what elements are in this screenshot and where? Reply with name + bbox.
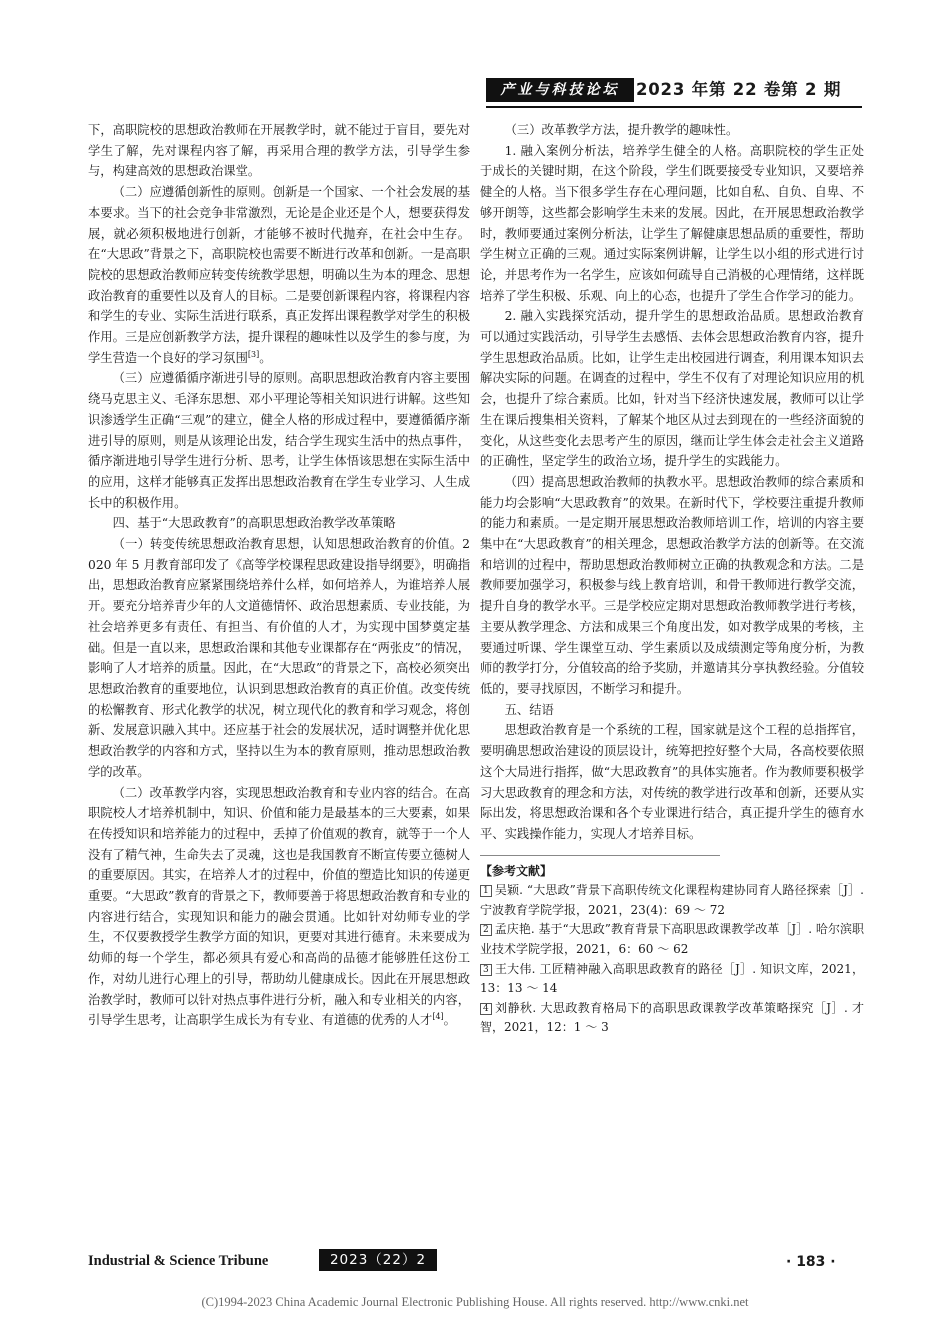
reference-number: 1 (480, 885, 492, 897)
paragraph: （一）转变传统思想政治教育思想，认知思想政治教育的价值。2020 年 5 月教育部印发了《高等学校课程思政建设指导纲要》，明确指出，思想政治教育应紧紧围绕培养什么样，如何培养人，为谁培养人展开。要充分培养青少年的人文道德情怀、政治思想素质、专业技能，为社会培养更多有责任、有担当、有价值的人才，为实现中国梦奠定基础。但是一直以来，思想政治课和其他专业课都存在“两张皮”的情况，影响了人才培养的质量。因此，在“大思政”的背景之下，高校必须突出思想政治教育的重要地位，认识到思想政治教育的真正价值。改变传统的松懈教育、形式化教学的状况，树立现代化的教育和学习观念，将创新、发展意识融入其中。还应基于社会的发展状况，适时调整并优化思想政治教学的内容和方式，坚持以生为本的教育原则，推动思想政治教学的改革。 (88, 537, 470, 779)
paragraph: 2. 融入实践探究活动，提升学生的思想政治品质。思想政治教育可以通过实践活动，引导学生去感悟、去体会思想政治教育内容，提升学生思想政治品质。比如，让学生走出校园进行调查，利用课本知识去解决实际的问题。在调查的过程中，学生不仅有了对理论知识应用的机会，也提升了综合素质。比如，针对当下经济快速发展，教师可以让学生在课后搜集相关资料，了解某个地区从过去到现在的一些经济面貌的变化，从这些变化去思考产生的原因，继而让学生体会走社会主义道路的正确性，坚定学生的政治立场，提升学生的实践能力。 (480, 309, 864, 469)
references (480, 855, 864, 1038)
reference-number: 4 (480, 1003, 492, 1015)
reference-number: 3 (480, 964, 492, 976)
reference-item: 2 孟庆艳. 基于“大思政”教育背景下高职思政课教学改革［J］. 哈尔滨职业技术学院学报，2021，6：60 ～ 62 (480, 922, 864, 956)
citation: [4] (432, 1012, 444, 1022)
section-heading: 五、结语 (504, 702, 554, 717)
references-rule (480, 855, 720, 856)
reference-number: 2 (480, 924, 492, 936)
paragraph: 思想政治教育是一个系统的工程，国家就是这个工程的总指挥官，要明确思想政治建设的顶层设计，统筹把控好整个大局，各高校要依照这个大局进行指挥，做“大思政教育”的具体实施者。作为教师要积极学习大思政教育的理念和方法，对传统的教学进行改革和创新，还要从实际出发，将思想政治课和各个专业课进行结合，真正提升学生的德育水平、实践操作能力，实现人才培养目标。 (480, 723, 864, 841)
paragraph: （二）应遵循创新性的原则。创新是一个国家、一个社会发展的基本要求。当下的社会竞争非常激烈，无论是企业还是个人，想要获得发展，就必须积极地进行创新，才能够不被时代抛弃，在社会中生存。在“大思政”背景之下，高职院校也需要不断进行改革和创新。一是高职院校的思想政治教师应转变传统教学思想，明确以生为本的理念、思想政治教育的重要性以及育人的目标。二是要创新课程内容，将课程内容和学生的专业、实际生活进行联系，真正发挥出课程教学对学生的积极作用。三是应创新教学方法，提升课程的趣味性以及学生的参与度，为学生营造一个良好的学习氛围[3]。 (88, 185, 470, 365)
reference-item: 3 王大伟. 工匠精神融入高职思政教育的路径［J］. 知识文库，2021，13：13 ～ 14 (480, 961, 864, 996)
paragraph: 1. 融入案例分析法，培养学生健全的人格。高职院校的学生正处于成长的关键时期，在这个阶段，学生们既要接受专业知识，又要培养健全的人格。当下很多学生存在心理问题，比如自私、自负、自卑、不够开朗等，这些都会影响学生未来的发展。因此，在开展思想政治教学时，教师要通过案例分析法，让学生了解健康思想品质的重要性，帮助学生树立正确的三观。通过实际案例讲解，让学生以小组的形式进行讨论，并思考作为一名学生，应该如何疏导自己消极的心理情绪，这样既培养了学生积极、乐观、向上的心态，也提升了学生合作学习的能力。 (480, 143, 864, 303)
journal-name-cn: 产业与科技论坛 (486, 78, 634, 102)
paragraph: 下，高职院校的思想政治教师在开展教学时，就不能过于盲目，要先对学生了解，先对课程内容了解，再采用合理的教学方法，引导学生参与，构建高效的思想政治课堂。 (88, 123, 470, 179)
references-title: 【参考文献】 (480, 863, 553, 878)
section-heading: 四、基于“大思政教育”的高职思想政治教学改革策略 (112, 516, 396, 531)
left-column (88, 120, 470, 1031)
page-number: · 183 · (786, 1254, 836, 1270)
footer-issue: 2023（22）2 (319, 1249, 437, 1271)
reference-item: 1 吴颖. “大思政”背景下高职传统文化课程构建协同育人路径探索［J］. 宁波教育学院学报，2021，23(4)：69 ～ 72 (480, 883, 864, 917)
citation: [3] (247, 349, 260, 359)
journal-name-en: Industrial & Science Tribune (88, 1253, 269, 1269)
paragraph: （三）改革教学方法，提升教学的趣味性。 (504, 123, 739, 137)
paragraph: （三）应遵循循序渐进引导的原则。高职思想政治教育内容主要围绕马克思主义、毛泽东思想、邓小平理论等相关知识进行讲解。这些知识渗透学生正确“三观”的建立，健全人格的形成过程中，要遵循循序渐进引导的原则，则是从该理论出发，结合学生现实生活中的热点事件，循序渐进地引导学生进行分析、思考，让学生体悟该思想在实际生活中的应用，这样才能够真正发挥出思想政治教育在学生专业学习、人生成长中的积极作用。 (88, 371, 470, 510)
header-rule (486, 106, 862, 108)
issue-info: 2023 年第 22 卷第 2 期 (636, 80, 842, 99)
paragraph: （二）改革教学内容，实现思想政治教育和专业内容的结合。在高职院校人才培养机制中，知识、价值和能力是最基本的三大要素，如果在传授知识和培养能力的过程中，丢掉了价值观的教育，就等于一个人没有了精气神，生命失去了灵魂，这也是我国教育不断宣传要立德树人的重要原因。其实，在培养人才的过程中，价值的塑造比知识的传递更重要。“大思政”教育的背景之下，教师要善于将思想政治教育和专业的内容进行结合，实现知识和能力的融会贯通。比如针对幼师专业的学生，不仅要教授学生教学方面的知识，更要对其进行德育。未来要成为幼师的每一个学生，都必须具有爱心和高尚的品德才能够胜任这份工作，对幼儿进行心理上的引导，帮助幼儿健康成长。因此在开展思想政治教学时，教师可以针对热点事件进行分析，融入和专业相关的内容，引导学生思考，让高职学生成长为有专业、有道德的优秀的人才[4]。 (88, 785, 470, 1028)
paragraph: （四）提高思想政治教师的执教水平。思想政治教师的综合素质和能力均会影响“大思政教育”的效果。在新时代下，学校要注重提升教师的能力和素质。一是定期开展思想政治教师培训工作，培训的内容主要集中在“大思政教育”的相关理念，思想政治教学方法的创新等。在交流和培训的过程中，帮助思想政治教师树立正确的执教观念和方法。二是教师要加强学习，积极参与线上教育培训，和骨干教师进行教学交流，提升自身的教学水平。三是学校应定期对思想政治教师教学进行考核，主要从教学理念、方法和成果三个角度出发，如对教学成果的考核，主要通过听课、学生课堂互动、学生素质以及成绩测定等角度分析，为教师的教学打分，分值较高的给予奖励，并邀请其分享执教经验。分值较低的，要寻找原因，不断学习和提升。 (480, 474, 864, 696)
copyright-notice: (C)1994-2023 China Academic Journal Electronic Publishing House. All rights reserved. http://www.cnki.net (201, 1295, 749, 1309)
right-column (480, 120, 864, 1038)
reference-item: 4 刘静秋. 大思政教育格局下的高职思政课教学改革策略探究［J］. 才智，2021，12：1 ～ 3 (480, 1000, 864, 1035)
